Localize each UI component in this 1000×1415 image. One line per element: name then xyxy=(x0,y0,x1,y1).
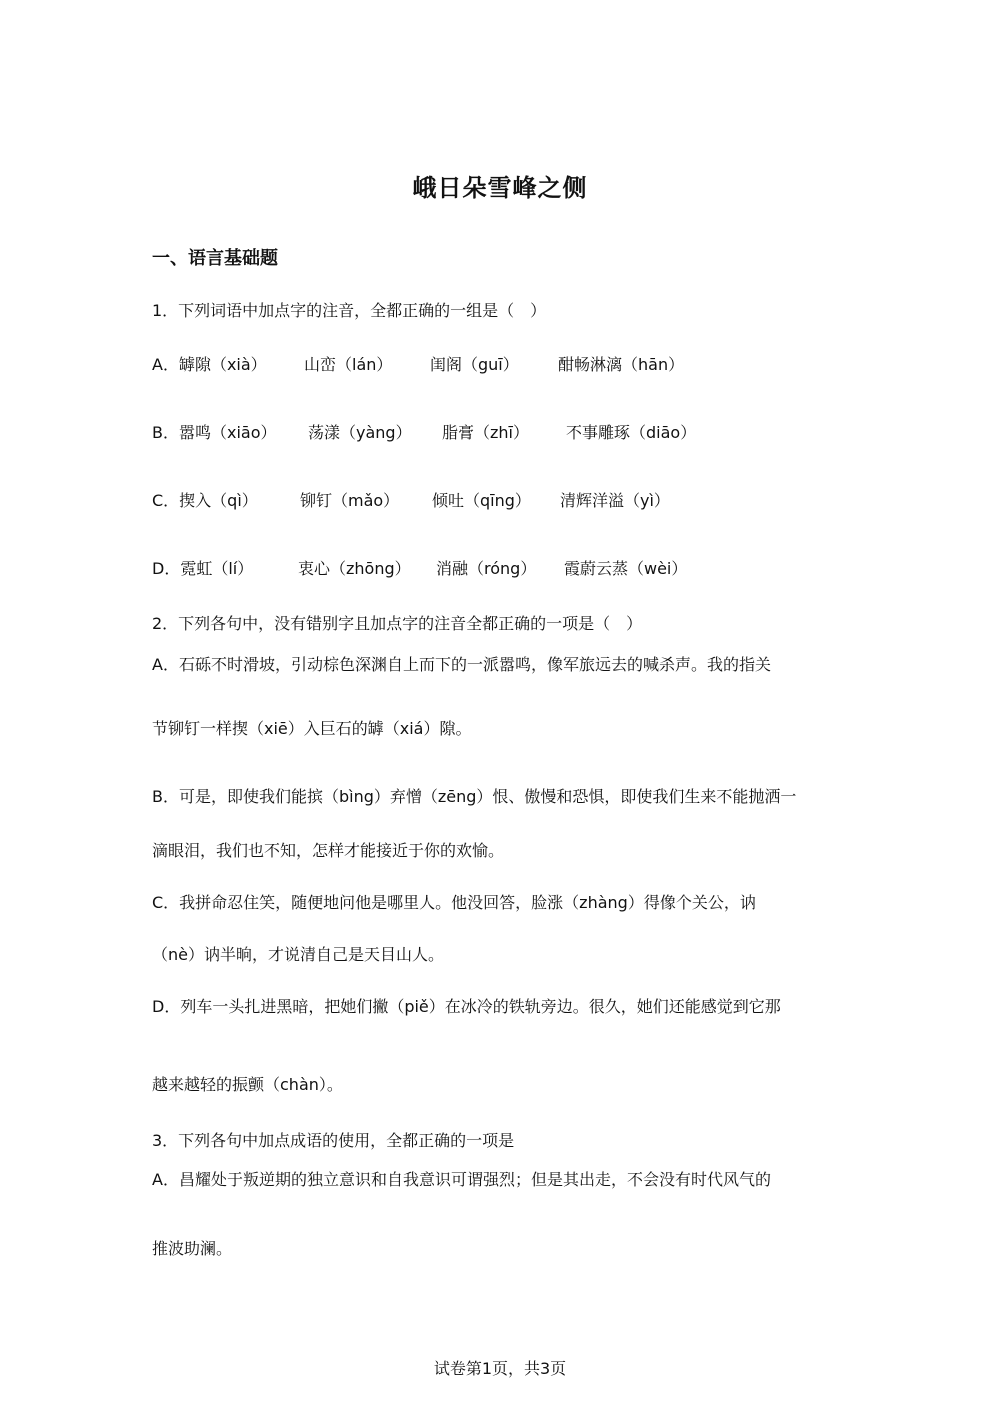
q1-d-item-2: 衷心（zhōng） xyxy=(298,559,411,578)
q2-option-d-line2: 越来越轻的振颤（chàn）。 xyxy=(152,1075,343,1094)
q3-option-a-line1: A．昌耀处于叛逆期的独立意识和自我意识可谓强烈；但是其出走，不会没有时代风气的 xyxy=(152,1170,771,1189)
q1-c-item-2: 铆钉（mǎo） xyxy=(300,491,400,510)
q1-option-d xyxy=(152,556,687,579)
q1-d-item-3: 消融（róng） xyxy=(436,559,537,578)
q2-option-a-line2: 节铆钉一样揳（xiē）入巨石的罅（xiá）隙。 xyxy=(152,719,472,738)
q1-b-item-1: B．嚣鸣（xiāo） xyxy=(152,423,277,442)
q2-option-c-line1: C．我拼命忍住笑，随便地问他是哪里人。他没回答，脸涨（zhàng）得像个关公，讷 xyxy=(152,893,756,912)
q1-c-item-1: C．揳入（qì） xyxy=(152,491,258,510)
q1-c-item-4: 清辉洋溢（yì） xyxy=(560,491,670,510)
q1-a-item-3: 闺阁（guī） xyxy=(430,355,519,374)
section-heading: 一、语言基础题 xyxy=(152,248,278,269)
q1-option-a xyxy=(152,352,684,375)
q1-a-item-1: A．罅隙（xià） xyxy=(152,355,267,374)
q1-c-item-3: 倾吐（qīng） xyxy=(432,491,531,510)
q2-stem: 2．下列各句中，没有错别字且加点字的注音全都正确的一项是（ ） xyxy=(152,614,643,633)
q1-b-item-2: 荡漾（yàng） xyxy=(308,423,412,442)
q1-d-item-1: D．霓虹（lí） xyxy=(152,559,254,578)
q1-b-item-3: 脂膏（zhī） xyxy=(442,423,529,442)
page-title: 峨日朵雪峰之侧 xyxy=(412,174,588,202)
q1-stem: 1．下列词语中加点字的注音，全都正确的一组是（ ） xyxy=(152,301,547,320)
q1-a-item-2: 山峦（lán） xyxy=(304,355,393,374)
q1-d-item-4: 霞蔚云蒸（wèi） xyxy=(564,559,688,578)
q1-b-item-4: 不事雕琢（diāo） xyxy=(566,423,697,442)
q2-option-c-line2: （nè）讷半晌，才说清自己是天目山人。 xyxy=(152,945,444,964)
q2-option-d-line1: D．列车一头扎进黑暗，把她们撇（piě）在冰冷的铁轨旁边。很久，她们还能感觉到它那 xyxy=(152,997,781,1016)
q2-option-b-line2: 滴眼泪，我们也不知，怎样才能接近于你的欢愉。 xyxy=(152,841,505,860)
q1-a-item-4: 酣畅淋漓（hān） xyxy=(558,355,685,374)
q3-stem: 3．下列各句中加点成语的使用，全都正确的一项是 xyxy=(152,1131,515,1150)
q1-option-b xyxy=(152,420,696,443)
q1-option-c xyxy=(152,488,670,511)
q2-option-b-line1: B．可是，即使我们能摈（bìng）弃憎（zēng）恨、傲慢和恐惧，即使我们生来不能抛洒一 xyxy=(152,787,797,806)
q3-option-a-line2: 推波助澜。 xyxy=(152,1239,233,1258)
q2-option-a-line1: A．石砾不时滑坡，引动棕色深渊自上而下的一派嚣鸣，像军旅远去的喊杀声。我的指关 xyxy=(152,655,771,674)
page-footer: 试卷第1页，共3页 xyxy=(433,1359,567,1378)
